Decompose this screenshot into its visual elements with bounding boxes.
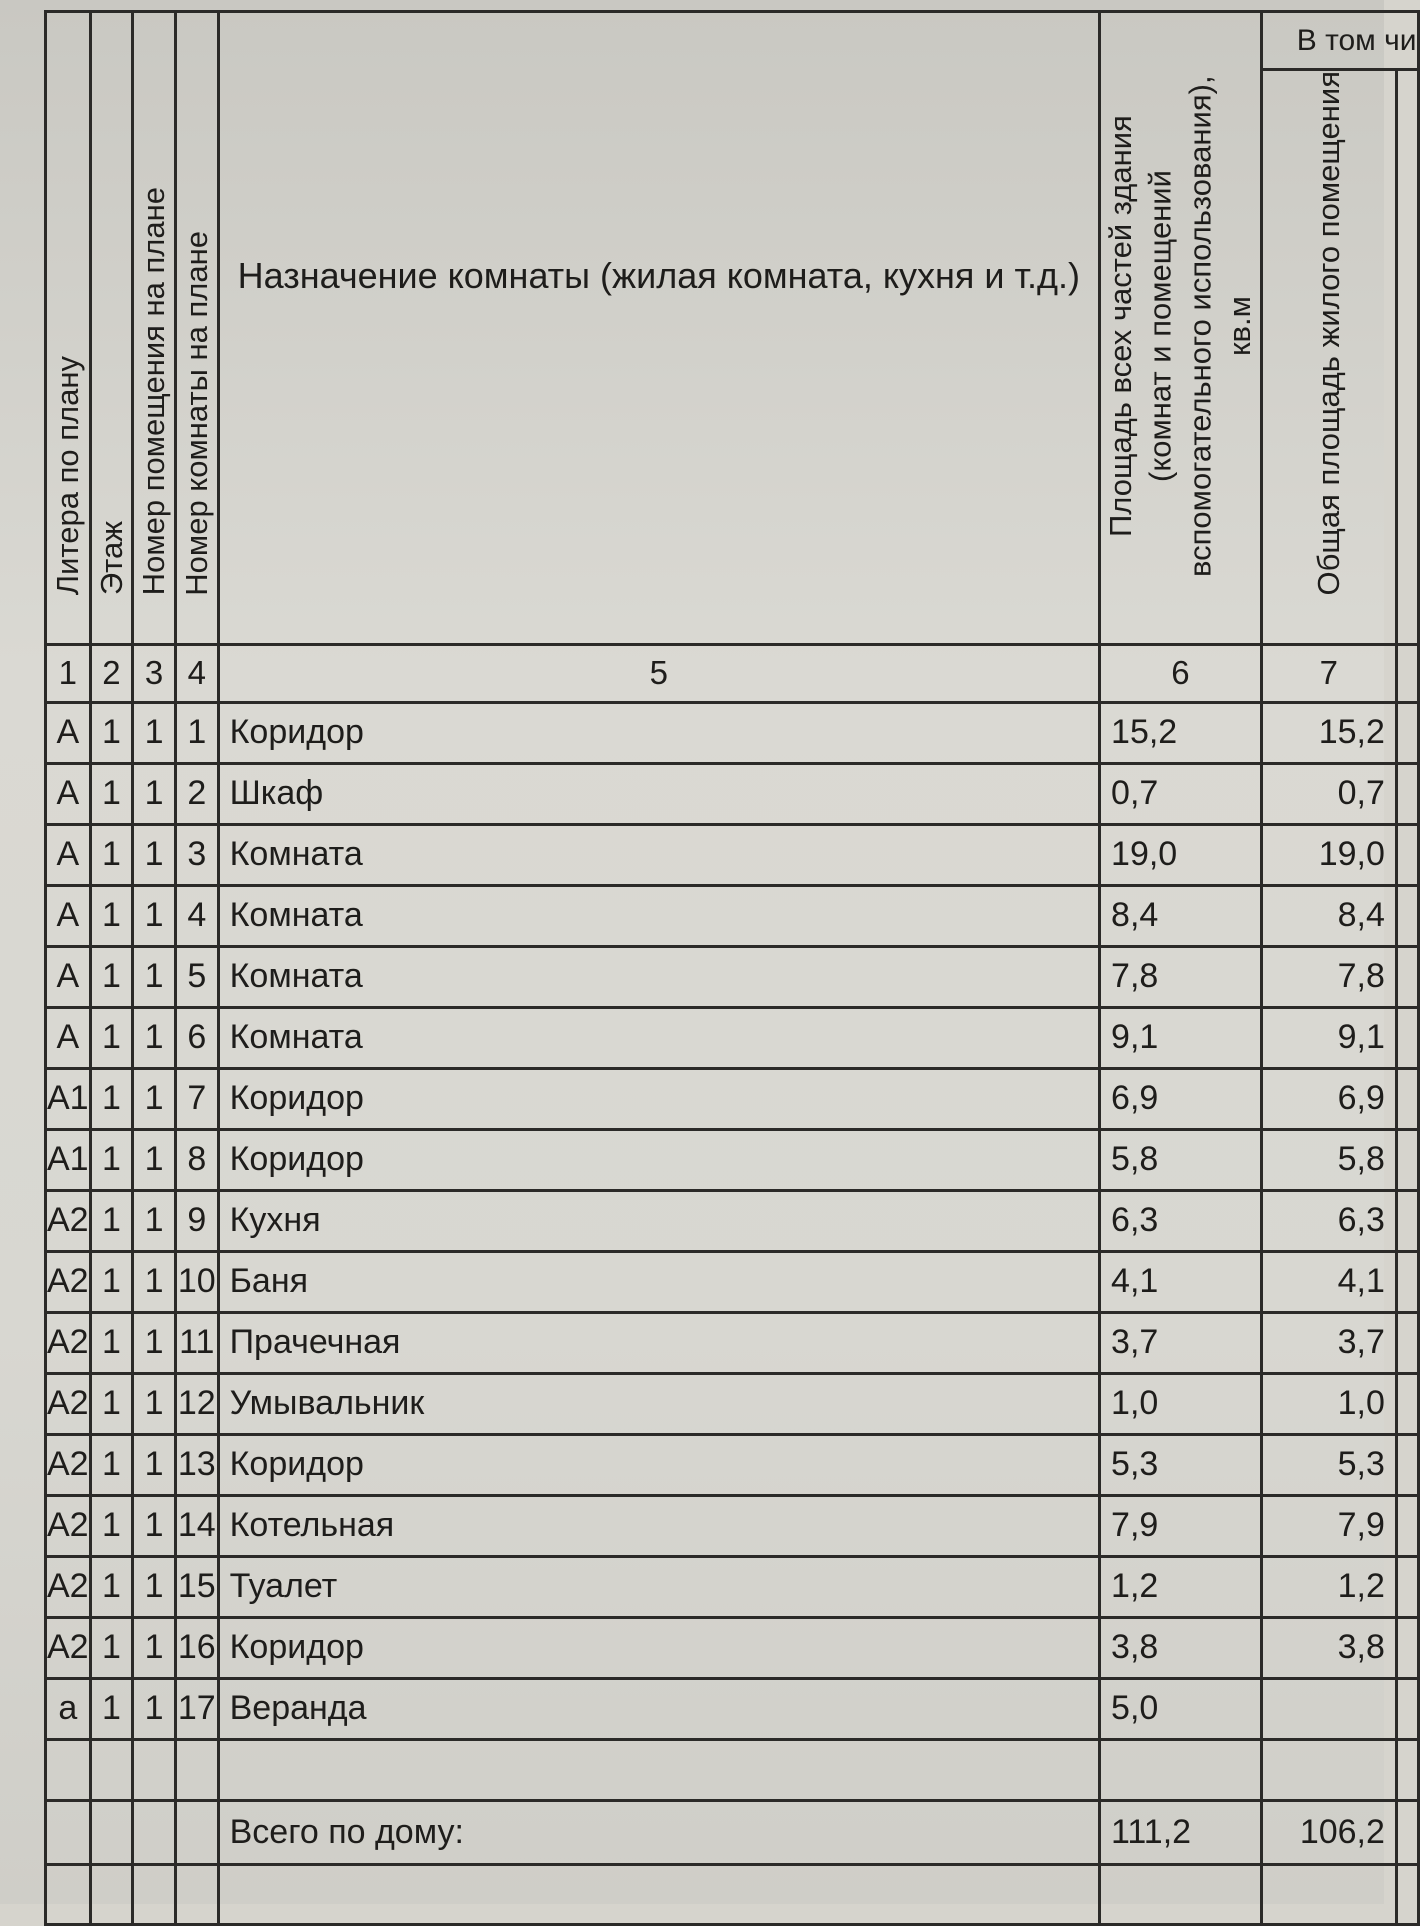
floor-cell: 1 <box>90 1190 133 1251</box>
litera-cell: А1 <box>46 1129 91 1190</box>
living-area-cell: 7,8 <box>1261 946 1396 1007</box>
extra-cell <box>1396 824 1418 885</box>
column-number: 1 <box>46 644 91 702</box>
blank-row <box>46 1739 1419 1800</box>
column-number: 6 <box>1100 644 1262 702</box>
extra-cell <box>1396 1678 1418 1739</box>
floor-cell: 1 <box>90 1678 133 1739</box>
room-purpose-cell: Комната <box>218 885 1099 946</box>
premise-number-cell: 1 <box>133 1068 176 1129</box>
litera-cell: А2 <box>46 1556 91 1617</box>
total-area-cell: 5,3 <box>1100 1434 1262 1495</box>
blank-cell <box>218 1739 1099 1800</box>
premise-number-cell: 1 <box>133 1251 176 1312</box>
extra-cell <box>1396 702 1418 763</box>
room-purpose-cell: Коридор <box>218 702 1099 763</box>
table-row <box>46 763 1419 824</box>
blank-cell <box>1396 1864 1418 1924</box>
header-col-1 <box>46 12 91 645</box>
table-body <box>46 12 1419 1925</box>
header-col-2-label: Этаж <box>93 521 129 596</box>
premise-number-cell: 1 <box>133 1129 176 1190</box>
header-col-6 <box>1100 12 1262 645</box>
table-row <box>46 1068 1419 1129</box>
living-area-cell: 5,8 <box>1261 1129 1396 1190</box>
blank-cell <box>133 1800 176 1864</box>
header-group <box>1261 12 1418 70</box>
room-purpose-cell: Коридор <box>218 1068 1099 1129</box>
living-area-cell: 6,3 <box>1261 1190 1396 1251</box>
room-number-cell: 6 <box>175 1007 218 1068</box>
room-number-cell: 9 <box>175 1190 218 1251</box>
table-row <box>46 1251 1419 1312</box>
table-row <box>46 1129 1419 1190</box>
litera-cell: А2 <box>46 1373 91 1434</box>
room-number-cell: 5 <box>175 946 218 1007</box>
living-area-cell: 3,7 <box>1261 1312 1396 1373</box>
room-number-cell: 1 <box>175 702 218 763</box>
premise-number-cell: 1 <box>133 946 176 1007</box>
table-row <box>46 1190 1419 1251</box>
premise-number-cell: 1 <box>133 1190 176 1251</box>
table-row <box>46 1556 1419 1617</box>
blank-cell <box>1261 1864 1396 1924</box>
table-row <box>46 946 1419 1007</box>
room-explication-table <box>44 10 1420 1926</box>
blank-cell <box>90 1800 133 1864</box>
living-area-cell: 5,3 <box>1261 1434 1396 1495</box>
blank-cell <box>133 1864 176 1924</box>
blank-cell <box>90 1864 133 1924</box>
total-area-cell: 1,2 <box>1100 1556 1262 1617</box>
litera-cell: а <box>46 1678 91 1739</box>
total-row <box>46 1800 1419 1864</box>
total-area-cell: 4,1 <box>1100 1251 1262 1312</box>
floor-cell: 1 <box>90 1495 133 1556</box>
header-row-top <box>46 12 1419 70</box>
litera-cell: А2 <box>46 1251 91 1312</box>
blank-cell <box>1261 1739 1396 1800</box>
header-col-7 <box>1261 70 1396 645</box>
blank-cell <box>175 1864 218 1924</box>
extra-cell <box>1396 1495 1418 1556</box>
extra-cell <box>1396 1373 1418 1434</box>
room-purpose-cell: Котельная <box>218 1495 1099 1556</box>
extra-cell <box>1396 1190 1418 1251</box>
floor-cell: 1 <box>90 1617 133 1678</box>
extra-cell <box>1396 1129 1418 1190</box>
header-group-label: В том чи <box>1296 23 1417 57</box>
living-area-cell: 6,9 <box>1261 1068 1396 1129</box>
total-area-sum: 111,2 <box>1100 1800 1262 1864</box>
premise-number-cell: 1 <box>133 1373 176 1434</box>
room-number-cell: 13 <box>175 1434 218 1495</box>
extra-cell <box>1396 1800 1418 1864</box>
litera-cell: А1 <box>46 1068 91 1129</box>
header-col-4-label: Номер комнаты на плане <box>178 230 214 596</box>
extra-cell <box>1396 1251 1418 1312</box>
litera-cell: А2 <box>46 1190 91 1251</box>
blank-cell <box>133 1739 176 1800</box>
room-number-cell: 14 <box>175 1495 218 1556</box>
total-area-cell: 19,0 <box>1100 824 1262 885</box>
room-purpose-cell: Кухня <box>218 1190 1099 1251</box>
room-number-cell: 15 <box>175 1556 218 1617</box>
total-area-cell: 3,8 <box>1100 1617 1262 1678</box>
header-col-1-label: Литера по плану <box>49 356 85 596</box>
table-row <box>46 885 1419 946</box>
premise-number-cell: 1 <box>133 1312 176 1373</box>
litera-cell: А <box>46 824 91 885</box>
litera-cell: А2 <box>46 1312 91 1373</box>
premise-number-cell: 1 <box>133 1007 176 1068</box>
column-number: 5 <box>218 644 1099 702</box>
column-number: 3 <box>133 644 176 702</box>
litera-cell: А <box>46 702 91 763</box>
extra-cell <box>1396 1312 1418 1373</box>
total-area-cell: 0,7 <box>1100 763 1262 824</box>
table-row <box>46 1678 1419 1739</box>
total-area-cell: 7,9 <box>1100 1495 1262 1556</box>
extra-cell <box>1396 946 1418 1007</box>
table-row <box>46 1495 1419 1556</box>
header-col-6-label: Площадь всех частей здания (комнат и помещений вспомогательного использования), кв.м <box>1103 74 1258 577</box>
total-label: Всего по дому: <box>218 1800 1099 1864</box>
extra-cell <box>1396 1007 1418 1068</box>
total-area-cell: 7,8 <box>1100 946 1262 1007</box>
premise-number-cell: 1 <box>133 702 176 763</box>
floor-cell: 1 <box>90 1312 133 1373</box>
blank-cell <box>1100 1739 1262 1800</box>
header-col-2 <box>90 12 133 645</box>
blank-cell <box>46 1800 91 1864</box>
blank-cell <box>218 1864 1099 1924</box>
floor-cell: 1 <box>90 702 133 763</box>
total-area-cell: 6,3 <box>1100 1190 1262 1251</box>
litera-cell: А2 <box>46 1434 91 1495</box>
extra-cell <box>1396 763 1418 824</box>
column-number-row <box>46 644 1419 702</box>
floor-cell: 1 <box>90 946 133 1007</box>
floor-cell: 1 <box>90 824 133 885</box>
extra-cell <box>1396 1556 1418 1617</box>
litera-cell: А2 <box>46 1617 91 1678</box>
room-number-cell: 3 <box>175 824 218 885</box>
living-area-cell: 19,0 <box>1261 824 1396 885</box>
column-number: 4 <box>175 644 218 702</box>
room-number-cell: 16 <box>175 1617 218 1678</box>
header-col-5-label: Назначение комнаты (жилая комната, кухня и т.д.) <box>237 255 1081 296</box>
total-area-cell: 9,1 <box>1100 1007 1262 1068</box>
living-area-cell: 0,7 <box>1261 763 1396 824</box>
living-area-sum: 106,2 <box>1261 1800 1396 1864</box>
living-area-cell: 9,1 <box>1261 1007 1396 1068</box>
floor-cell: 1 <box>90 1373 133 1434</box>
living-area-cell: 15,2 <box>1261 702 1396 763</box>
total-area-cell: 5,0 <box>1100 1678 1262 1739</box>
room-purpose-cell: Веранда <box>218 1678 1099 1739</box>
premise-number-cell: 1 <box>133 824 176 885</box>
premise-number-cell: 1 <box>133 885 176 946</box>
premise-number-cell: 1 <box>133 1556 176 1617</box>
premise-number-cell: 1 <box>133 1678 176 1739</box>
room-number-cell: 11 <box>175 1312 218 1373</box>
premise-number-cell: 1 <box>133 1617 176 1678</box>
blank-cell <box>175 1800 218 1864</box>
room-purpose-cell: Коридор <box>218 1434 1099 1495</box>
header-col-7-label: Общая площадь жилого помещения <box>1310 71 1346 596</box>
litera-cell: А <box>46 763 91 824</box>
living-area-cell: 1,2 <box>1261 1556 1396 1617</box>
header-col-3 <box>133 12 176 645</box>
litera-cell: А2 <box>46 1495 91 1556</box>
room-purpose-cell: Умывальник <box>218 1373 1099 1434</box>
column-number-blank <box>1396 644 1418 702</box>
total-area-cell: 15,2 <box>1100 702 1262 763</box>
premise-number-cell: 1 <box>133 1434 176 1495</box>
blank-cell <box>46 1739 91 1800</box>
table-row <box>46 1373 1419 1434</box>
room-number-cell: 4 <box>175 885 218 946</box>
room-number-cell: 12 <box>175 1373 218 1434</box>
room-purpose-cell: Комната <box>218 824 1099 885</box>
extra-cell <box>1396 1434 1418 1495</box>
room-purpose-cell: Комната <box>218 946 1099 1007</box>
total-area-cell: 8,4 <box>1100 885 1262 946</box>
premise-number-cell: 1 <box>133 1495 176 1556</box>
litera-cell: А <box>46 1007 91 1068</box>
room-number-cell: 17 <box>175 1678 218 1739</box>
floor-cell: 1 <box>90 1129 133 1190</box>
floor-cell: 1 <box>90 1068 133 1129</box>
room-purpose-cell: Шкаф <box>218 763 1099 824</box>
total-area-cell: 3,7 <box>1100 1312 1262 1373</box>
floor-cell: 1 <box>90 1007 133 1068</box>
floor-cell: 1 <box>90 1556 133 1617</box>
room-purpose-cell: Баня <box>218 1251 1099 1312</box>
floor-cell: 1 <box>90 763 133 824</box>
blank-cell <box>46 1864 91 1924</box>
blank-cell <box>90 1739 133 1800</box>
blank-cell <box>1396 1739 1418 1800</box>
column-number: 7 <box>1261 644 1396 702</box>
tail-row <box>46 1864 1419 1924</box>
living-area-cell: 3,8 <box>1261 1617 1396 1678</box>
room-number-cell: 8 <box>175 1129 218 1190</box>
room-purpose-cell: Туалет <box>218 1556 1099 1617</box>
header-col-5 <box>218 12 1099 645</box>
column-number: 2 <box>90 644 133 702</box>
litera-cell: А <box>46 946 91 1007</box>
living-area-cell <box>1261 1678 1396 1739</box>
room-purpose-cell: Коридор <box>218 1129 1099 1190</box>
room-purpose-cell: Коридор <box>218 1617 1099 1678</box>
table-row <box>46 1007 1419 1068</box>
living-area-cell: 7,9 <box>1261 1495 1396 1556</box>
living-area-cell: 1,0 <box>1261 1373 1396 1434</box>
blank-cell <box>1100 1864 1262 1924</box>
room-number-cell: 10 <box>175 1251 218 1312</box>
extra-cell <box>1396 1068 1418 1129</box>
living-area-cell: 4,1 <box>1261 1251 1396 1312</box>
table-row <box>46 1617 1419 1678</box>
header-col-4 <box>175 12 218 645</box>
floor-cell: 1 <box>90 1434 133 1495</box>
table-row <box>46 1434 1419 1495</box>
floor-cell: 1 <box>90 1251 133 1312</box>
table-row <box>46 824 1419 885</box>
header-col-8 <box>1396 70 1418 645</box>
floor-cell: 1 <box>90 885 133 946</box>
total-area-cell: 6,9 <box>1100 1068 1262 1129</box>
total-area-cell: 1,0 <box>1100 1373 1262 1434</box>
table-row <box>46 1312 1419 1373</box>
blank-cell <box>175 1739 218 1800</box>
living-area-cell: 8,4 <box>1261 885 1396 946</box>
litera-cell: А <box>46 885 91 946</box>
total-area-cell: 5,8 <box>1100 1129 1262 1190</box>
room-purpose-cell: Комната <box>218 1007 1099 1068</box>
header-col-3-label: Номер помещения на плане <box>136 187 172 596</box>
room-number-cell: 7 <box>175 1068 218 1129</box>
room-purpose-cell: Прачечная <box>218 1312 1099 1373</box>
table-row <box>46 702 1419 763</box>
extra-cell <box>1396 1617 1418 1678</box>
room-number-cell: 2 <box>175 763 218 824</box>
premise-number-cell: 1 <box>133 763 176 824</box>
extra-cell <box>1396 885 1418 946</box>
